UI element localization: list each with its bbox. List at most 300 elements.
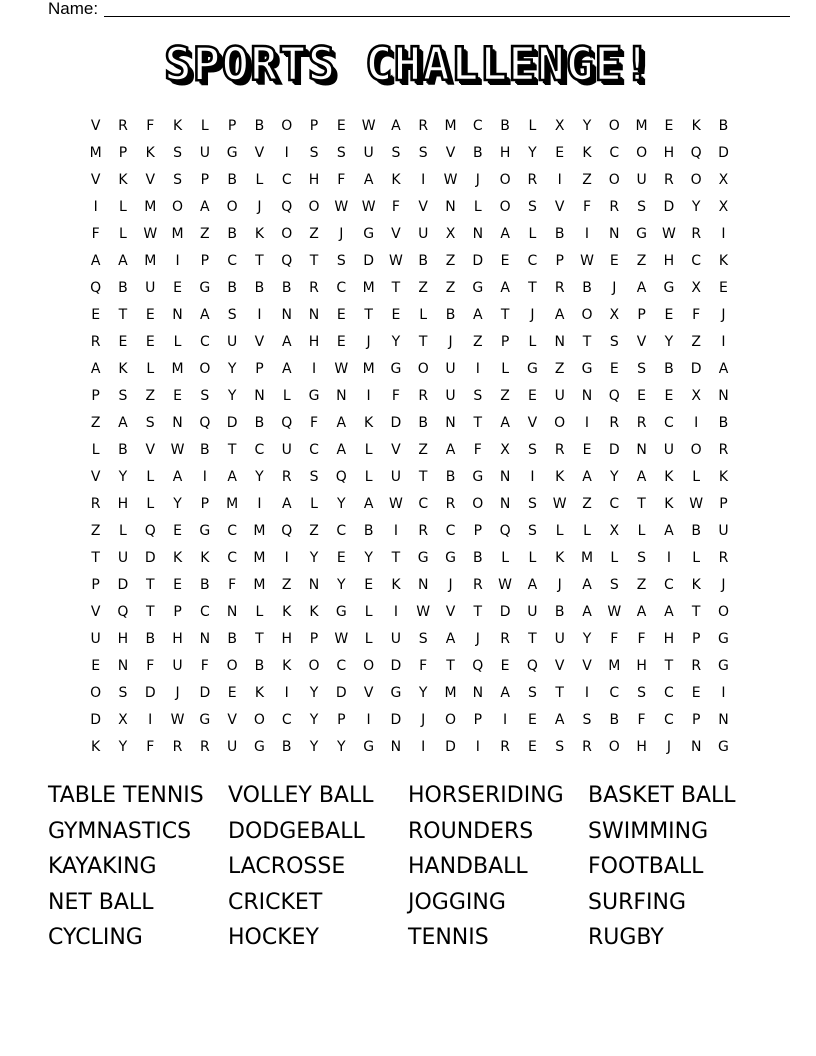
grid-letter[interactable]: B	[418, 414, 429, 431]
grid-letter[interactable]: G	[226, 144, 238, 161]
grid-letter[interactable]: A	[582, 576, 592, 593]
grid-letter[interactable]: R	[609, 198, 620, 215]
grid-letter[interactable]: Z	[473, 333, 483, 350]
grid-letter[interactable]: W	[443, 171, 458, 188]
grid-letter[interactable]: U	[418, 225, 429, 242]
grid-letter[interactable]: G	[363, 225, 375, 242]
grid-letter[interactable]: L	[119, 522, 127, 539]
grid-letter[interactable]: Z	[418, 441, 428, 458]
grid-letter[interactable]: A	[554, 306, 565, 323]
grid-letter[interactable]: T	[473, 414, 483, 431]
grid-letter[interactable]: A	[118, 252, 128, 269]
grid-letter[interactable]: F	[692, 306, 701, 323]
grid-letter[interactable]: H	[308, 333, 320, 350]
grid-letter[interactable]: R	[90, 333, 101, 350]
grid-letter[interactable]: F	[91, 225, 100, 242]
grid-letter[interactable]: I	[721, 333, 726, 350]
grid-letter[interactable]: A	[227, 468, 237, 485]
grid-letter[interactable]: O	[308, 657, 320, 674]
grid-letter[interactable]: M	[362, 279, 375, 296]
grid-letter[interactable]: R	[718, 441, 729, 458]
grid-letter[interactable]: L	[528, 333, 537, 350]
grid-letter[interactable]: O	[717, 603, 729, 620]
grid-letter[interactable]: X	[609, 522, 620, 539]
grid-letter[interactable]: A	[582, 603, 592, 620]
grid-letter[interactable]: G	[417, 549, 429, 566]
grid-letter[interactable]: Y	[364, 549, 373, 566]
grid-letter[interactable]: Y	[173, 495, 182, 512]
grid-letter[interactable]: R	[472, 576, 483, 593]
grid-letter[interactable]: C	[199, 603, 210, 620]
grid-letter[interactable]: G	[718, 630, 729, 647]
grid-letter[interactable]: I	[284, 549, 289, 566]
grid-letter[interactable]: O	[608, 738, 620, 755]
grid-letter[interactable]: J	[666, 738, 671, 755]
grid-letter[interactable]: U	[445, 360, 456, 377]
grid-letter[interactable]: H	[499, 144, 511, 161]
grid-letter[interactable]: G	[526, 360, 538, 377]
grid-letter[interactable]: J	[721, 576, 726, 593]
grid-letter[interactable]: T	[145, 603, 155, 620]
grid-letter[interactable]: M	[444, 117, 457, 134]
grid-letter[interactable]: I	[366, 711, 371, 728]
grid-letter[interactable]: W	[416, 603, 431, 620]
grid-letter[interactable]: W	[334, 360, 349, 377]
grid-letter[interactable]: L	[282, 387, 291, 404]
grid-letter[interactable]: H	[308, 171, 320, 188]
grid-letter[interactable]: R	[554, 441, 565, 458]
grid-letter[interactable]: Y	[418, 684, 428, 701]
grid-letter[interactable]: K	[118, 360, 128, 377]
grid-letter[interactable]: B	[582, 279, 592, 296]
grid-letter[interactable]: V	[636, 333, 647, 350]
grid-letter[interactable]: T	[255, 630, 264, 647]
grid-letter[interactable]: L	[255, 171, 264, 188]
grid-letter[interactable]: B	[418, 252, 429, 269]
grid-letter[interactable]: S	[309, 468, 319, 485]
grid-letter[interactable]: Q	[526, 657, 538, 674]
grid-letter[interactable]: N	[308, 306, 320, 323]
grid-letter[interactable]: E	[555, 144, 565, 161]
grid-letter[interactable]: A	[363, 495, 374, 512]
grid-letter[interactable]: E	[664, 306, 674, 323]
grid-letter[interactable]: D	[445, 738, 456, 755]
grid-letter[interactable]: P	[719, 495, 728, 512]
grid-letter[interactable]: P	[200, 252, 210, 269]
grid-letter[interactable]: V	[145, 441, 156, 458]
grid-letter[interactable]: Z	[90, 522, 101, 539]
grid-letter[interactable]: B	[227, 630, 237, 647]
grid-letter[interactable]: S	[118, 684, 128, 701]
grid-letter[interactable]: X	[445, 225, 456, 242]
grid-letter[interactable]: K	[309, 603, 319, 620]
grid-letter[interactable]: W	[552, 495, 567, 512]
grid-letter[interactable]: F	[228, 576, 237, 593]
grid-letter[interactable]: M	[89, 144, 102, 161]
grid-letter[interactable]: T	[664, 657, 674, 674]
grid-letter[interactable]: R	[664, 171, 674, 188]
grid-letter[interactable]: R	[500, 630, 510, 647]
grid-letter[interactable]: Q	[199, 414, 211, 431]
grid-letter[interactable]: S	[555, 738, 565, 755]
grid-letter[interactable]: R	[90, 495, 101, 512]
grid-letter[interactable]: K	[91, 738, 101, 755]
grid-letter[interactable]: R	[172, 738, 183, 755]
grid-letter[interactable]: E	[336, 549, 346, 566]
grid-letter[interactable]: S	[609, 333, 619, 350]
grid-letter[interactable]: Z	[554, 360, 565, 377]
grid-letter[interactable]: R	[118, 117, 128, 134]
grid-letter[interactable]: F	[637, 630, 646, 647]
grid-letter[interactable]: N	[172, 414, 183, 431]
grid-letter[interactable]: O	[690, 441, 702, 458]
grid-letter[interactable]: B	[281, 738, 292, 755]
grid-letter[interactable]: E	[336, 333, 346, 350]
grid-letter[interactable]: V	[227, 711, 237, 728]
grid-letter[interactable]: K	[254, 684, 265, 701]
grid-letter[interactable]: F	[337, 171, 346, 188]
grid-letter[interactable]: Z	[90, 414, 101, 431]
grid-letter[interactable]: P	[200, 171, 210, 188]
grid-letter[interactable]: B	[254, 279, 265, 296]
grid-letter[interactable]: E	[527, 711, 537, 728]
grid-letter[interactable]: I	[366, 387, 371, 404]
grid-letter[interactable]: A	[445, 630, 456, 647]
grid-letter[interactable]: L	[200, 117, 209, 134]
grid-letter[interactable]: N	[417, 576, 429, 593]
grid-letter[interactable]: J	[475, 171, 480, 188]
grid-letter[interactable]: V	[445, 603, 456, 620]
grid-letter[interactable]: Q	[335, 468, 347, 485]
grid-letter[interactable]: N	[172, 306, 183, 323]
grid-letter[interactable]: T	[418, 333, 428, 350]
grid-letter[interactable]: B	[473, 549, 483, 566]
grid-letter[interactable]: B	[609, 711, 620, 728]
grid-letter[interactable]: P	[255, 360, 264, 377]
grid-letter[interactable]: D	[390, 657, 402, 674]
grid-letter[interactable]: S	[527, 441, 537, 458]
grid-letter[interactable]: O	[90, 684, 102, 701]
grid-letter[interactable]: B	[200, 576, 210, 593]
grid-letter[interactable]: I	[393, 603, 398, 620]
grid-letter[interactable]: W	[361, 198, 376, 215]
grid-letter[interactable]: B	[227, 225, 237, 242]
grid-letter[interactable]: M	[253, 522, 266, 539]
grid-letter[interactable]: O	[172, 198, 184, 215]
grid-letter[interactable]: K	[282, 603, 292, 620]
grid-letter[interactable]: Y	[227, 360, 237, 377]
grid-letter[interactable]: B	[664, 360, 674, 377]
grid-letter[interactable]: T	[391, 279, 401, 296]
grid-letter[interactable]: N	[281, 306, 292, 323]
grid-letter[interactable]: K	[555, 468, 565, 485]
grid-letter[interactable]: U	[390, 630, 402, 647]
grid-letter[interactable]: S	[418, 630, 428, 647]
grid-letter[interactable]: C	[663, 576, 674, 593]
grid-letter[interactable]: X	[554, 117, 565, 134]
grid-letter[interactable]: T	[473, 603, 483, 620]
grid-letter[interactable]: S	[336, 144, 346, 161]
grid-letter[interactable]: U	[281, 441, 292, 458]
grid-letter[interactable]: I	[202, 468, 207, 485]
grid-letter[interactable]: Y	[337, 495, 346, 512]
grid-letter[interactable]: A	[281, 495, 292, 512]
grid-letter[interactable]: L	[637, 522, 646, 539]
grid-letter[interactable]: J	[448, 333, 453, 350]
grid-letter[interactable]: V	[90, 468, 101, 485]
grid-letter[interactable]: B	[554, 225, 565, 242]
grid-letter[interactable]: M	[144, 252, 157, 269]
grid-letter[interactable]: R	[691, 225, 702, 242]
grid-letter[interactable]: Q	[472, 657, 484, 674]
grid-letter[interactable]: Y	[309, 738, 319, 755]
grid-letter[interactable]: A	[636, 279, 647, 296]
grid-letter[interactable]: S	[637, 684, 647, 701]
grid-letter[interactable]: E	[664, 387, 674, 404]
grid-letter[interactable]: W	[388, 495, 403, 512]
grid-letter[interactable]: N	[609, 225, 620, 242]
grid-letter[interactable]: S	[527, 522, 537, 539]
grid-letter[interactable]: C	[309, 441, 319, 458]
grid-letter[interactable]: G	[472, 279, 484, 296]
grid-letter[interactable]: N	[499, 468, 511, 485]
grid-letter[interactable]: H	[663, 144, 675, 161]
grid-letter[interactable]: V	[254, 333, 265, 350]
grid-letter[interactable]: U	[117, 549, 129, 566]
grid-letter[interactable]: R	[445, 495, 456, 512]
grid-letter[interactable]: I	[421, 171, 426, 188]
grid-letter[interactable]: V	[254, 144, 265, 161]
grid-letter[interactable]: J	[475, 630, 480, 647]
grid-letter[interactable]: R	[418, 387, 429, 404]
grid-letter[interactable]: L	[310, 495, 318, 512]
grid-letter[interactable]: K	[254, 225, 265, 242]
grid-letter[interactable]: M	[608, 657, 621, 674]
grid-letter[interactable]: Z	[445, 279, 456, 296]
grid-letter[interactable]: D	[390, 711, 402, 728]
grid-letter[interactable]: M	[171, 360, 184, 377]
grid-letter[interactable]: U	[145, 279, 156, 296]
grid-letter[interactable]: B	[718, 414, 729, 431]
grid-letter[interactable]: C	[336, 279, 347, 296]
grid-letter[interactable]: E	[173, 522, 182, 539]
grid-letter[interactable]: B	[473, 144, 483, 161]
grid-letter[interactable]: K	[691, 576, 701, 593]
grid-letter[interactable]: D	[472, 252, 484, 269]
grid-letter[interactable]: T	[91, 549, 100, 566]
grid-letter[interactable]: T	[145, 576, 155, 593]
grid-letter[interactable]: B	[227, 171, 237, 188]
grid-letter[interactable]: I	[584, 414, 590, 431]
grid-letter[interactable]: S	[173, 171, 182, 188]
grid-letter[interactable]: W	[580, 252, 594, 269]
grid-letter[interactable]: E	[391, 306, 401, 323]
grid-letter[interactable]: V	[445, 144, 456, 161]
grid-letter[interactable]: E	[145, 306, 155, 323]
grid-letter[interactable]: Y	[118, 468, 128, 485]
grid-letter[interactable]: Y	[309, 684, 319, 701]
grid-letter[interactable]: G	[363, 738, 375, 755]
grid-letter[interactable]: I	[584, 225, 590, 242]
grid-letter[interactable]: C	[527, 252, 538, 269]
grid-letter[interactable]: V	[363, 684, 374, 701]
grid-letter[interactable]: B	[254, 117, 265, 134]
grid-letter[interactable]: U	[718, 522, 729, 539]
grid-letter[interactable]: B	[145, 630, 156, 647]
grid-letter[interactable]: E	[527, 738, 537, 755]
grid-letter[interactable]: P	[555, 252, 564, 269]
grid-letter[interactable]: G	[390, 360, 402, 377]
grid-letter[interactable]: Q	[281, 522, 293, 539]
grid-letter[interactable]: B	[718, 117, 729, 134]
grid-letter[interactable]: S	[309, 144, 319, 161]
grid-letter[interactable]: S	[637, 549, 647, 566]
grid-letter[interactable]: P	[118, 144, 128, 161]
grid-letter[interactable]: J	[557, 576, 562, 593]
grid-letter[interactable]: U	[663, 441, 674, 458]
grid-letter[interactable]: J	[448, 576, 453, 593]
grid-letter[interactable]: D	[226, 414, 238, 431]
grid-letter[interactable]: O	[417, 360, 429, 377]
grid-letter[interactable]: A	[500, 225, 510, 242]
grid-letter[interactable]: J	[530, 306, 535, 323]
grid-letter[interactable]: A	[554, 711, 565, 728]
grid-letter[interactable]: I	[284, 684, 289, 701]
grid-letter[interactable]: U	[445, 387, 456, 404]
grid-letter[interactable]: R	[554, 279, 565, 296]
grid-letter[interactable]: Q	[281, 198, 293, 215]
grid-letter[interactable]: W	[661, 225, 676, 242]
grid-letter[interactable]: T	[582, 333, 592, 350]
grid-letter[interactable]: O	[308, 198, 320, 215]
grid-letter[interactable]: C	[609, 144, 620, 161]
grid-letter[interactable]: C	[336, 657, 347, 674]
grid-letter[interactable]: Q	[117, 603, 129, 620]
grid-letter[interactable]: O	[444, 711, 457, 728]
grid-letter[interactable]: B	[445, 468, 456, 485]
grid-letter[interactable]: X	[118, 711, 128, 728]
grid-letter[interactable]: I	[311, 360, 317, 377]
grid-letter[interactable]: T	[227, 441, 237, 458]
grid-letter[interactable]: P	[500, 333, 510, 350]
grid-letter[interactable]: G	[308, 387, 320, 404]
grid-letter[interactable]: T	[691, 603, 701, 620]
grid-letter[interactable]: A	[718, 360, 729, 377]
grid-letter[interactable]: K	[691, 117, 701, 134]
grid-letter[interactable]: R	[199, 738, 210, 755]
grid-letter[interactable]: V	[90, 171, 101, 188]
grid-letter[interactable]: D	[690, 360, 702, 377]
grid-letter[interactable]: E	[118, 333, 128, 350]
grid-letter[interactable]: A	[281, 360, 292, 377]
grid-letter[interactable]: N	[390, 738, 402, 755]
grid-letter[interactable]: K	[391, 171, 401, 188]
grid-letter[interactable]: S	[637, 198, 647, 215]
grid-letter[interactable]: M	[580, 549, 594, 566]
grid-letter[interactable]: V	[391, 225, 401, 242]
grid-letter[interactable]: P	[691, 630, 701, 647]
grid-letter[interactable]: Y	[309, 711, 319, 728]
grid-letter[interactable]: N	[499, 495, 511, 512]
grid-letter[interactable]: V	[582, 657, 592, 674]
grid-letter[interactable]: L	[119, 198, 127, 215]
grid-letter[interactable]: J	[421, 711, 426, 728]
grid-letter[interactable]: Y	[309, 549, 319, 566]
grid-letter[interactable]: I	[93, 198, 98, 215]
grid-letter[interactable]: I	[421, 738, 426, 755]
grid-letter[interactable]: E	[173, 279, 182, 296]
grid-letter[interactable]: O	[253, 711, 265, 728]
grid-letter[interactable]: B	[281, 279, 292, 296]
grid-letter[interactable]: Q	[690, 144, 702, 161]
grid-letter[interactable]: O	[363, 657, 375, 674]
grid-letter[interactable]: N	[445, 414, 456, 431]
grid-letter[interactable]: I	[721, 225, 726, 242]
grid-letter[interactable]: M	[253, 576, 266, 593]
grid-letter[interactable]: F	[419, 657, 428, 674]
grid-letter[interactable]: D	[718, 144, 729, 161]
grid-letter[interactable]: J	[257, 198, 262, 215]
grid-letter[interactable]: T	[637, 495, 646, 512]
grid-letter[interactable]: P	[473, 711, 483, 728]
grid-letter[interactable]: H	[117, 630, 129, 647]
grid-letter[interactable]: H	[281, 630, 292, 647]
grid-letter[interactable]: T	[418, 468, 428, 485]
grid-letter[interactable]: L	[146, 495, 155, 512]
grid-letter[interactable]: T	[255, 252, 264, 269]
grid-letter[interactable]: S	[609, 576, 619, 593]
grid-letter[interactable]: L	[364, 441, 373, 458]
grid-letter[interactable]: A	[500, 684, 510, 701]
grid-letter[interactable]: F	[146, 117, 155, 134]
grid-letter[interactable]: K	[145, 144, 155, 161]
grid-letter[interactable]: M	[144, 198, 157, 215]
grid-letter[interactable]: G	[390, 684, 402, 701]
grid-letter[interactable]: C	[227, 522, 238, 539]
grid-letter[interactable]: W	[388, 252, 403, 269]
grid-letter[interactable]: D	[199, 684, 211, 701]
grid-letter[interactable]: E	[664, 117, 674, 134]
grid-letter[interactable]: C	[609, 495, 620, 512]
grid-letter[interactable]: N	[308, 576, 320, 593]
grid-letter[interactable]: C	[254, 441, 265, 458]
grid-letter[interactable]: Y	[582, 117, 592, 134]
grid-letter[interactable]: I	[694, 414, 699, 431]
grid-letter[interactable]: P	[691, 711, 701, 728]
grid-letter[interactable]: C	[609, 684, 620, 701]
grid-letter[interactable]: B	[200, 441, 210, 458]
grid-letter[interactable]: G	[335, 603, 347, 620]
grid-letter[interactable]: W	[334, 630, 349, 647]
grid-letter[interactable]: L	[173, 333, 182, 350]
grid-letter[interactable]: G	[199, 711, 211, 728]
grid-letter[interactable]: D	[663, 198, 675, 215]
grid-letter[interactable]: L	[146, 468, 155, 485]
grid-letter[interactable]: D	[608, 441, 620, 458]
grid-letter[interactable]: U	[390, 468, 402, 485]
grid-letter[interactable]: B	[118, 441, 128, 458]
grid-letter[interactable]: L	[528, 549, 537, 566]
name-underline[interactable]	[104, 16, 790, 17]
grid-letter[interactable]: H	[663, 252, 675, 269]
grid-letter[interactable]: B	[227, 279, 237, 296]
grid-letter[interactable]: G	[663, 279, 675, 296]
grid-letter[interactable]: A	[664, 603, 674, 620]
grid-letter[interactable]: Y	[691, 198, 701, 215]
grid-letter[interactable]: G	[472, 468, 484, 485]
grid-letter[interactable]: V	[90, 117, 101, 134]
grid-letter[interactable]: Y	[227, 387, 237, 404]
